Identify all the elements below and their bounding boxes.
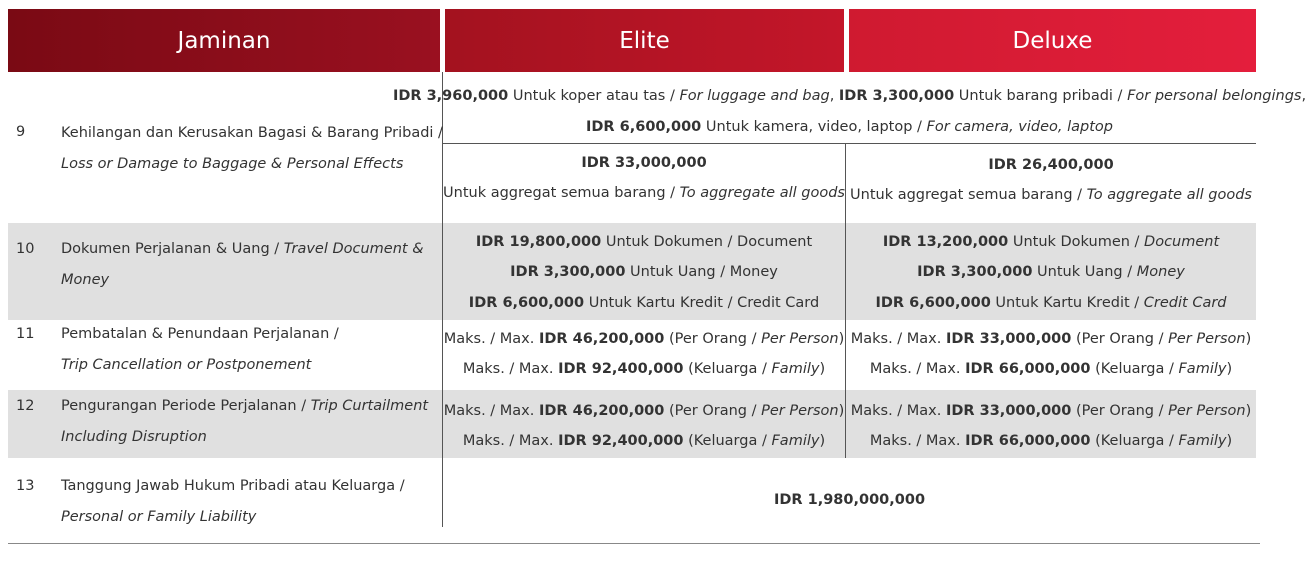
table-bottom-rule	[8, 543, 1260, 544]
row-11-number: 11	[16, 326, 35, 342]
row-9-shared-limit: IDR 3,960,000 Untuk koper atau tas / For luggage and bag, IDR 3,300,000 Untuk barang pribadi / For personal belongings, IDR 6,600,000 Untuk kamera, video, laptop / For camera, video, laptop	[392, 88, 1306, 135]
row-13-title: Tanggung Jawab Hukum Pribadi atau Keluarga / Personal or Family Liability	[61, 478, 405, 525]
header-elite: Elite	[445, 9, 844, 72]
row-11-deluxe: Maks. / Max. IDR 33,000,000 (Per Orang / Per Person) Maks. / Max. IDR 66,000,000 (Keluarga / Family)	[850, 330, 1252, 377]
row-13-shared-limit: IDR 1,980,000,000	[773, 492, 926, 509]
row-12-number: 12	[16, 398, 35, 414]
header-deluxe: Deluxe	[849, 9, 1256, 72]
row-9-divider	[443, 143, 1256, 144]
row-10-deluxe: IDR 13,200,000 Untuk Dokumen / Document IDR 3,300,000 Untuk Uang / Money IDR 6,600,000 Untuk Kartu Kredit / Credit Card	[875, 233, 1227, 311]
row-12-deluxe: Maks. / Max. IDR 33,000,000 (Per Orang / Per Person) Maks. / Max. IDR 66,000,000 (Keluarga / Family)	[850, 402, 1252, 449]
row-9-number: 9	[16, 124, 26, 140]
row-9-elite: IDR 33,000,000 Untuk aggregat semua barang / To aggregate all goods	[443, 154, 845, 201]
row-10-number: 10	[16, 241, 35, 257]
row-11-title: Pembatalan & Penundaan Perjalanan / Trip Cancellation or Postponement	[61, 326, 339, 373]
header-jaminan: Jaminan	[8, 9, 440, 72]
row-9-deluxe: IDR 26,400,000 Untuk aggregat semua barang / To aggregate all goods	[850, 156, 1252, 203]
row-11-elite: Maks. / Max. IDR 46,200,000 (Per Orang / Per Person) Maks. / Max. IDR 92,400,000 (Keluarga / Family)	[443, 330, 845, 377]
row-10-title: Dokumen Perjalanan & Uang / Travel Document & Money	[61, 241, 424, 288]
row-13-number: 13	[16, 478, 35, 494]
row-12-elite: Maks. / Max. IDR 46,200,000 (Per Orang / Per Person) Maks. / Max. IDR 92,400,000 (Keluarga / Family)	[443, 402, 845, 449]
row-9-title: Kehilangan dan Kerusakan Bagasi & Barang Pribadi / Loss or Damage to Baggage & Personal Effects	[61, 125, 443, 172]
row-10-elite: IDR 19,800,000 Untuk Dokumen / Document IDR 3,300,000 Untuk Uang / Money IDR 6,600,000 Untuk Kartu Kredit / Credit Card	[468, 233, 820, 311]
row-12-title: Pengurangan Periode Perjalanan / Trip Curtailment Including Disruption	[61, 398, 429, 445]
